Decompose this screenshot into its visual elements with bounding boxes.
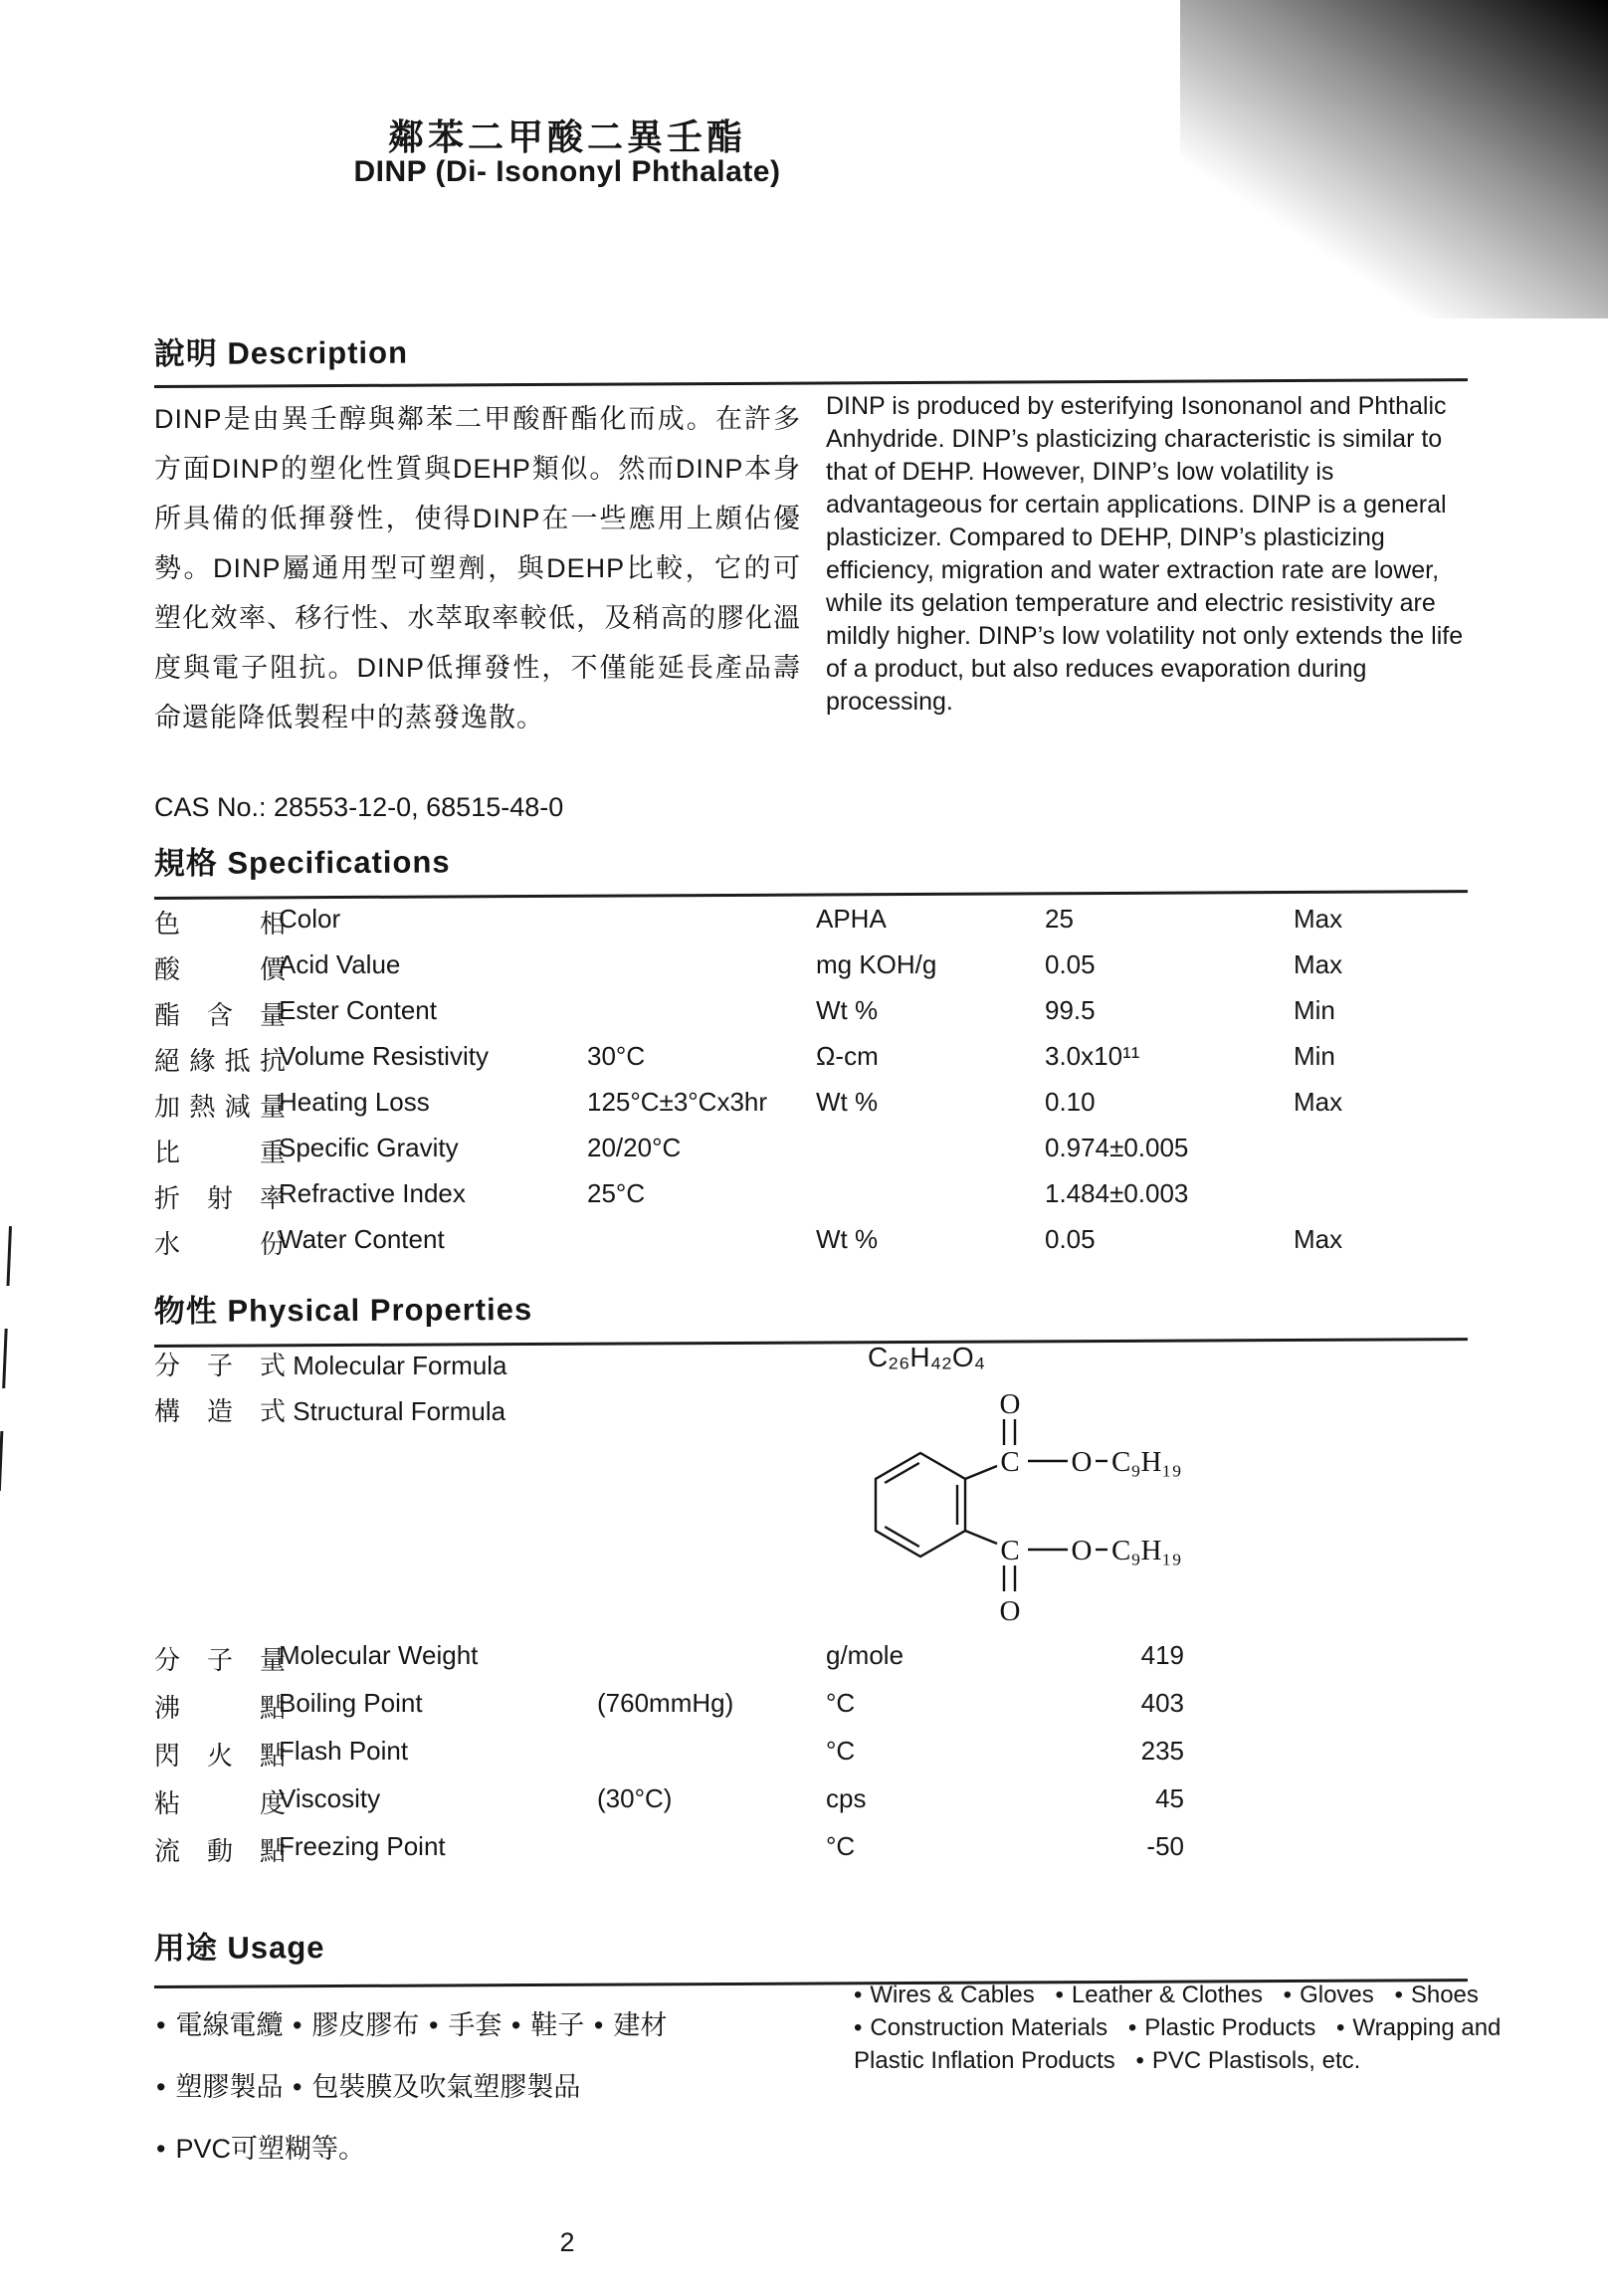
phys-en-label: Boiling Point (279, 1688, 423, 1718)
description-text-en: DINP is produced by esterifying Isononanol and Phthalic Anhydride. DINP’s plasticizing characteristic is similar to that of DEHP. However, DINP’s low volatility is advantageous for certain applications. DINP is a general plasticizer. Compared to DEHP, DINP’s plasticizing efficiency, migration and water extraction rate are lower, while its gelation temperature and electric resistivity are mildly higher. DINP’s low volatility not only extends the life of a product, but also reduces evaporation during processing. (826, 392, 1464, 716)
spec-zh-label: 絕緣抵抗 (154, 1046, 286, 1076)
phys-unit: cps (826, 1783, 867, 1813)
molecular-formula-row (154, 1346, 507, 1382)
spec-value: 3.0x10¹¹ (1045, 1041, 1140, 1071)
bullet-icon: • (156, 2010, 166, 2040)
spec-condition: 25°C (587, 1178, 646, 1208)
usage-item: PVC可塑糊等。 (175, 2134, 365, 2164)
structural-formula-row (154, 1391, 505, 1428)
usage-item: 鞋子 (530, 2010, 585, 2040)
spec-value: 0.05 (1045, 949, 1096, 979)
phys-value: 45 (1155, 1783, 1184, 1813)
phys-en-label: Flash Point (279, 1736, 409, 1766)
spec-unit: Wt % (816, 1087, 879, 1117)
phys-zh-label: 分子量 (154, 1645, 286, 1675)
spec-en-label: Acid Value (279, 949, 401, 979)
spec-en-label: Heating Loss (279, 1087, 430, 1117)
carbonyl-oxygen-label: O (999, 1388, 1021, 1420)
spec-en-label: Volume Resistivity (279, 1041, 489, 1071)
spec-value: 25 (1045, 904, 1074, 934)
spec-limit: Min (1294, 1041, 1335, 1071)
usage-line (154, 2056, 791, 2118)
phys-en-label: Structural Formula (293, 1396, 506, 1426)
spec-unit: Wt % (816, 1224, 879, 1254)
usage-heading: 用途 Usage (153, 1930, 325, 1967)
usage-item: 膠皮膠布 (311, 2010, 420, 2040)
spec-unit: APHA (816, 904, 887, 934)
spec-condition (587, 949, 816, 995)
alkyl-group-label: C₉H₁₉ (1111, 1535, 1182, 1566)
description-heading: 說明 Description (153, 334, 409, 372)
usage-item: • Shoes (1394, 1982, 1478, 2008)
alkyl-group-label: C₉H₁₉ (1111, 1446, 1182, 1478)
spec-en-label: Color (279, 904, 341, 934)
phys-value: 403 (1140, 1688, 1184, 1718)
usage-item: 塑膠製品 (175, 2072, 284, 2102)
structural-formula-diagram (841, 1385, 1239, 1629)
bullet-icon: • (156, 2072, 166, 2102)
spec-limit: Max (1294, 1224, 1343, 1254)
bullet-icon: • (510, 2010, 521, 2040)
cas-number-line: CAS No.: 28553-12-0, 68515-48-0 (154, 792, 564, 822)
bullet-icon: • (1394, 1982, 1403, 2008)
phys-en-label: Viscosity (279, 1783, 381, 1813)
spec-limit: Max (1294, 904, 1343, 934)
usage-item: 包裝膜及吹氣塑膠製品 (311, 2072, 581, 2102)
phys-zh-label: 流動點 (154, 1836, 286, 1866)
phys-zh-label: 沸點 (154, 1693, 286, 1723)
page-title-en: DINP (Di- Isononyl Phthalate) (353, 155, 781, 188)
phys-value: 419 (1140, 1640, 1184, 1670)
ester-oxygen-label: O (1071, 1535, 1093, 1566)
phys-zh-label: 分子式 (154, 1351, 286, 1380)
spec-value: 99.5 (1045, 995, 1096, 1025)
phys-zh-label: 閃火點 (154, 1741, 286, 1771)
spec-zh-label: 色相 (154, 909, 286, 939)
description-text-zh: DINP是由異壬醇與鄰苯二甲酸酐酯化而成。在許多方面DINP的塑化性質與DEHP類似。然而DINP本身所具備的低揮發性，使得DINP在一些應用上頗佔優勢。DINP屬通用型可塑劑，與DEHP比較，它的可塑化效率、移行性、水萃取率較低，及稍高的膠化溫度與電子阻抗。DINP低揮發性，不僅能延長產品壽命還能降低製程中的蒸發逸散。 (154, 404, 801, 732)
section-heading-description (154, 321, 1468, 388)
phys-en-label: Molecular Weight (279, 1640, 479, 1670)
phys-unit: °C (826, 1736, 856, 1766)
specifications-table (154, 904, 1478, 1270)
spec-value: 0.974±0.005 (1045, 1133, 1189, 1162)
carbonyl-carbon-label: C (1000, 1535, 1020, 1566)
usage-line (154, 2118, 791, 2180)
spec-zh-label: 加熱減量 (154, 1092, 286, 1122)
usage-list-en (854, 1979, 1510, 2077)
spec-limit: Max (1294, 1087, 1343, 1117)
usage-list-zh (154, 1994, 791, 2180)
bullet-icon: • (593, 2010, 604, 2040)
bullet-icon: • (1336, 2014, 1345, 2041)
spec-limit (1294, 1133, 1478, 1178)
carbonyl-oxygen-label: O (999, 1595, 1021, 1627)
spec-condition: 20/20°C (587, 1133, 682, 1162)
phys-unit: g/mole (826, 1640, 904, 1670)
bullet-icon: • (1135, 2047, 1144, 2074)
spec-en-label: Specific Gravity (279, 1133, 459, 1162)
phys-condition: (30°C) (597, 1783, 673, 1813)
spec-en-label: Refractive Index (279, 1178, 466, 1208)
phys-en-label: Freezing Point (279, 1831, 446, 1861)
phys-zh-label: 構造式 (154, 1396, 286, 1426)
spec-unit (816, 1178, 1045, 1224)
spec-unit (816, 1133, 1045, 1178)
spec-zh-label: 酸價 (154, 954, 286, 984)
section-heading-physical-properties (154, 1279, 1468, 1348)
usage-item: 建材 (613, 2010, 668, 2040)
spec-zh-label: 水份 (154, 1229, 286, 1259)
spec-value: 0.10 (1045, 1087, 1096, 1117)
phys-en-label: Molecular Formula (293, 1351, 507, 1380)
page-title-zh: 鄰苯二甲酸二異壬酯 (387, 116, 746, 157)
spec-condition (587, 995, 816, 1041)
carbonyl-carbon-label: C (1000, 1446, 1020, 1478)
spec-value: 1.484±0.003 (1045, 1178, 1189, 1208)
bullet-icon: • (1055, 1982, 1064, 2008)
bullet-icon: • (1283, 1982, 1293, 2008)
phys-zh-label: 粘度 (154, 1788, 286, 1818)
spec-zh-label: 酯含量 (154, 1000, 286, 1030)
ester-oxygen-label: O (1071, 1446, 1093, 1478)
bullet-icon: • (854, 2014, 863, 2041)
section-heading-specifications (154, 831, 1468, 900)
bullet-icon: • (1127, 2014, 1137, 2041)
phys-unit: °C (826, 1688, 856, 1718)
phys-value: -50 (1146, 1831, 1184, 1861)
spec-unit: Wt % (816, 995, 879, 1025)
spec-en-label: Water Content (279, 1224, 445, 1254)
bullet-icon: • (428, 2010, 439, 2040)
spec-en-label: Ester Content (279, 995, 437, 1025)
spec-condition: 30°C (587, 1041, 646, 1071)
page-number: 2 (559, 2227, 575, 2257)
usage-item: 電線電纜 (175, 2010, 284, 2040)
spec-limit (1294, 1178, 1478, 1224)
spec-value: 0.05 (1045, 1224, 1096, 1254)
usage-line (154, 1994, 791, 2056)
spec-condition (587, 1224, 816, 1270)
bullet-icon: • (156, 2134, 166, 2164)
spec-unit: mg KOH/g (816, 949, 937, 979)
usage-item: • Construction Materials (854, 2014, 1107, 2041)
spec-limit: Min (1294, 995, 1335, 1025)
spec-condition: 125°C±3°Cx3hr (587, 1087, 768, 1117)
usage-item: 手套 (448, 2010, 502, 2040)
phys-unit: °C (826, 1831, 856, 1861)
physical-properties-heading: 物性 Physical Properties (153, 1292, 533, 1330)
usage-item: • Wires & Cables (854, 1982, 1035, 2008)
spec-condition (587, 904, 816, 949)
usage-item: • PVC Plastisols, etc. (1135, 2047, 1360, 2074)
usage-item: • Wrapping and Plastic Inflation Products (854, 2014, 1501, 2074)
specifications-heading: 規格 Specifications (153, 844, 451, 882)
phys-condition (597, 1831, 826, 1879)
scan-edge-marks (0, 1226, 12, 2282)
scan-noise-artifact (1180, 0, 1608, 318)
usage-item: • Plastic Products (1128, 2014, 1315, 2041)
spec-limit: Max (1294, 949, 1343, 979)
phys-condition (597, 1736, 826, 1783)
spec-zh-label: 比重 (154, 1138, 286, 1167)
usage-item: • Leather & Clothes (1055, 1982, 1263, 2008)
spec-zh-label: 折射率 (154, 1183, 286, 1213)
usage-item: • Gloves (1284, 1982, 1374, 2008)
physical-properties-table (154, 1640, 1478, 1879)
phys-value: 235 (1140, 1736, 1184, 1766)
phys-condition (597, 1640, 826, 1688)
bullet-icon: • (292, 2010, 302, 2040)
phys-condition: (760mmHg) (597, 1688, 734, 1718)
spec-unit: Ω-cm (816, 1041, 879, 1071)
molecular-formula-value: C₂₆H₄₂O₄ (868, 1342, 986, 1372)
bullet-icon: • (854, 1982, 863, 2008)
bullet-icon: • (292, 2072, 302, 2102)
